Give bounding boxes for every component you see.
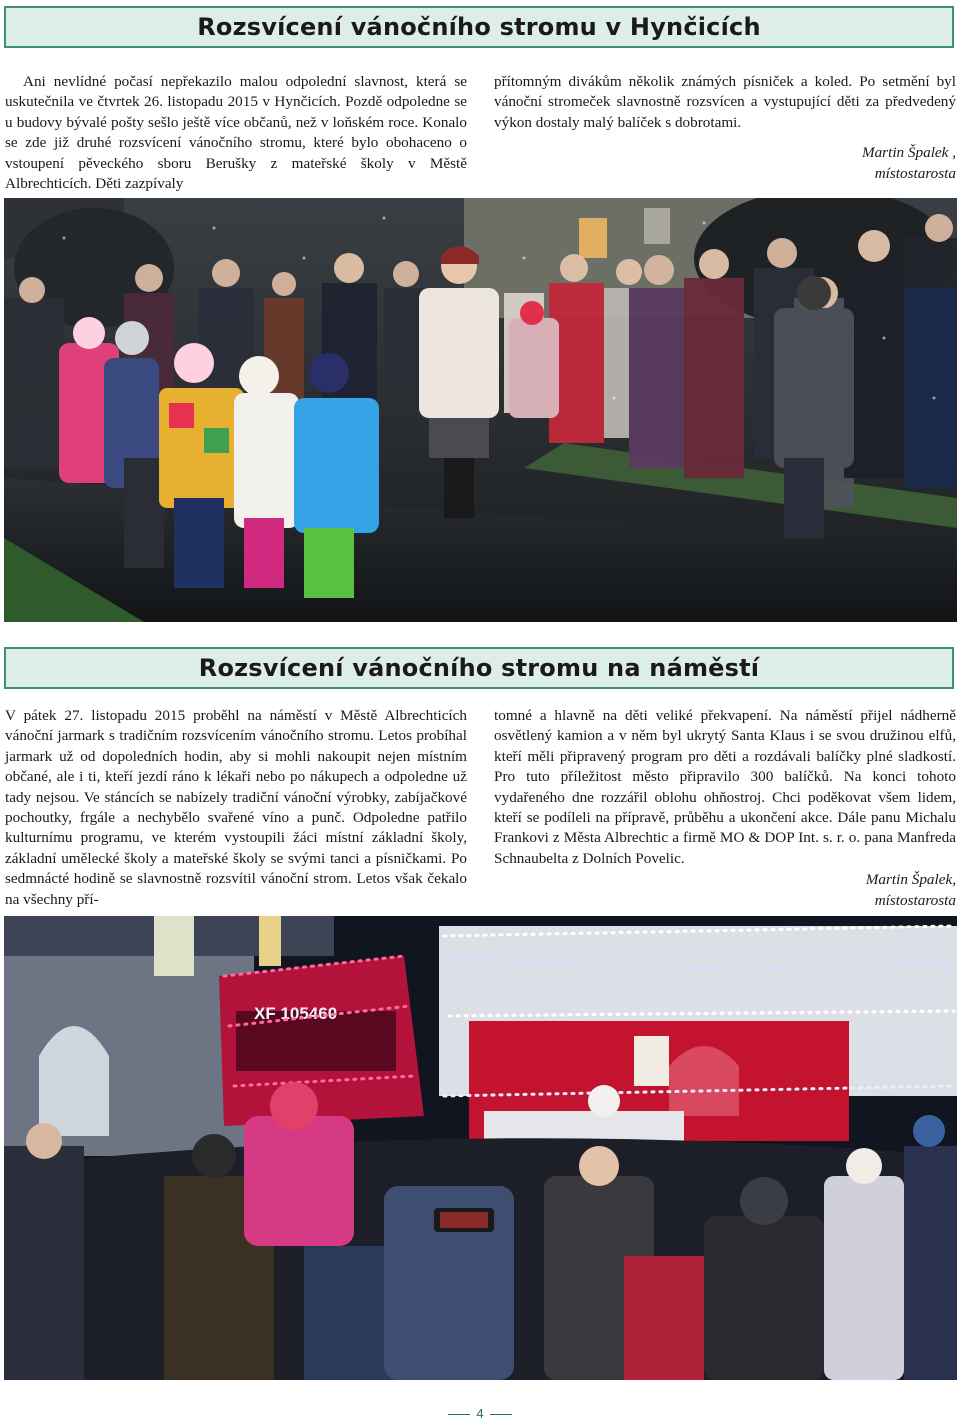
footer-dash-right [490,1414,512,1415]
article2-title: Rozsvícení vánočního stromu na náměstí [198,654,760,682]
article2-right-column [494,706,956,911]
truck-plate: XF 105460 [254,1004,338,1023]
page-number: 4 [476,1406,484,1421]
article2-left-text: V pátek 27. listopadu 2015 proběhl na náměstí v Městě Albrechticích vánoční jarmark s tradičním rozsvícením vánočního stromu. Letos probíhal jarmark už od dopoledních hodin, aby si mohli nakoupit nejen místním občané, ale i ti, kteří jezdí ráno k lékaři nebo po nákupech a odpoledne už tady nejsou. Ve stáncích se nabízely tradiční vánoční výrobky, zabíjačkové pochoutky, frgále a nechybělo svařené víno a punč. Odpoledne patřilo kulturnímu programu, ve kterém vystoupili žáci místní základní školy, základní umělecké školy a mateřské školy se svými tanci a písničkami. Po sedmnácté hodině se slavnostně rozsvítil vánoční strom. Letos však čekalo na všechny pří- [5,707,467,908]
article1-title-banner [4,6,954,48]
article1-left-text: Ani nevlídné počasí nepřekazilo malou odpolední slavnost, která se uskutečnila ve čtvrtek 26. listopadu 2015 v Hynčicích. Pozdě odpoledne se u budovy bývalé pošty sešlo ještě více občanů, než v loňském roce. Konalo se zde již druhé rozsvícení vánočního stromu, které bylo obohaceno o vstoupení pěveckého sboru Berušky z mateřské školy v Městě Albrechticích. Děti zazpívaly [5,73,467,193]
article2-title-banner [4,647,954,689]
article1-title: Rozsvícení vánočního stromu v Hynčicích [197,13,761,41]
photo-santa-truck-illustration [4,916,957,1380]
article2-left-column [5,706,467,910]
article1-author-role: místostarosta [874,165,956,183]
photo-children-choir-illustration [4,198,957,622]
article2-signature [494,869,956,911]
page-footer [0,1406,960,1421]
article1-left-column [5,72,467,194]
article2-right-text: tomné a hlavně na děti veliké překvapení. Na náměstí přijel nádherně osvětlený kamion a v něm byl ukrytý Santa Klaus i se svou družinou elfů, kteří měli připravený program pro děti a rozdávali balíčky plné sladkostí. Pro tuto příležitost město připravilo 300 balíčků. Na konci tohoto vydařeného dne rozzářil oblohu ohňostroj. Chci poděkovat všem lidem, kteří se podíleli na přípravě, průběhu a ukončení akce. Dále panu Michalu Frankovi z Města Albrechtic a firmě MO & DOP Int. s. r. o. pana Manfreda Schnaubelta z Dolních Povelic. [494,707,956,867]
article1-right-text: přítomným divákům několik známých písniček a koled. Po setmění byl vánoční stromeček slavnostně rozsvícen a vystupující děti za předvedený výkon dostaly malý balíček s dobrotami. [494,73,956,131]
photo-children-choir [4,198,957,622]
photo-santa-truck [4,916,957,1380]
article1-signature [494,142,956,184]
article1-author: Martin Špalek , [861,144,956,162]
article2-author-role: místostarosta [874,892,956,910]
article2-author: Martin Špalek, [865,871,956,889]
article1-right-column [494,72,956,184]
footer-dash-left [448,1414,470,1415]
